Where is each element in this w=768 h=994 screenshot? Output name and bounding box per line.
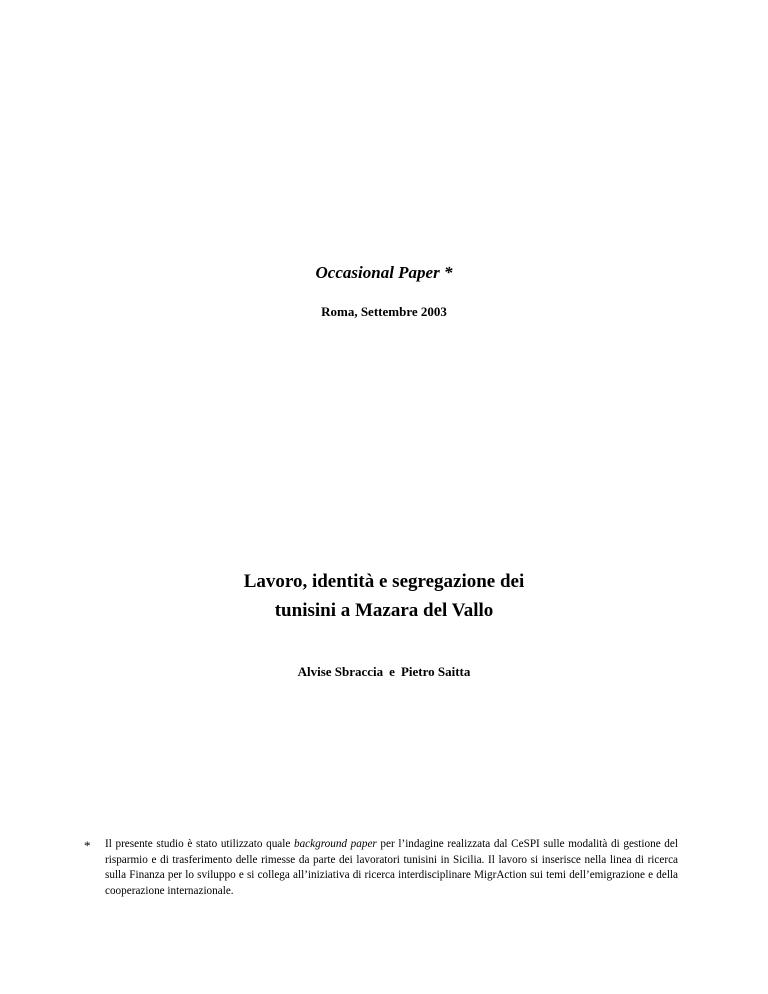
footnote-marker: * xyxy=(84,838,91,853)
authors xyxy=(0,664,768,680)
title-line-1: Lavoro, identità e segregazione dei xyxy=(243,571,525,592)
place-date: Roma, Settembre 2003 xyxy=(321,304,447,319)
footnote-text-start: Il presente studio è stato utilizzato quale xyxy=(105,838,294,850)
title-line-2: tunisini a Mazara del Vallo xyxy=(274,600,494,621)
footnote-text-end: per l’indagine realizzata dal CeSPI sulle modalità di gestione del risparmio e di trasferimento delle rimesse da parte dei lavoratori tunisini in Sicilia. Il lavoro si inserisce nella linea di ricerca sulla Finanza per lo sviluppo e si collega all’iniziativa di ricerca interdisciplinare MigrAction sui temi dell’emigrazione e della cooperazione internazionale. xyxy=(105,838,678,897)
footnote-text xyxy=(105,837,678,899)
series-title: Occasional Paper * xyxy=(315,263,453,282)
footnote-italic-term: background paper xyxy=(293,838,377,850)
document-title xyxy=(0,567,768,625)
author-1: Alvise Sbraccia xyxy=(297,664,384,679)
author-conjunction: e xyxy=(389,664,395,679)
author-2: Pietro Saitta xyxy=(400,664,471,679)
